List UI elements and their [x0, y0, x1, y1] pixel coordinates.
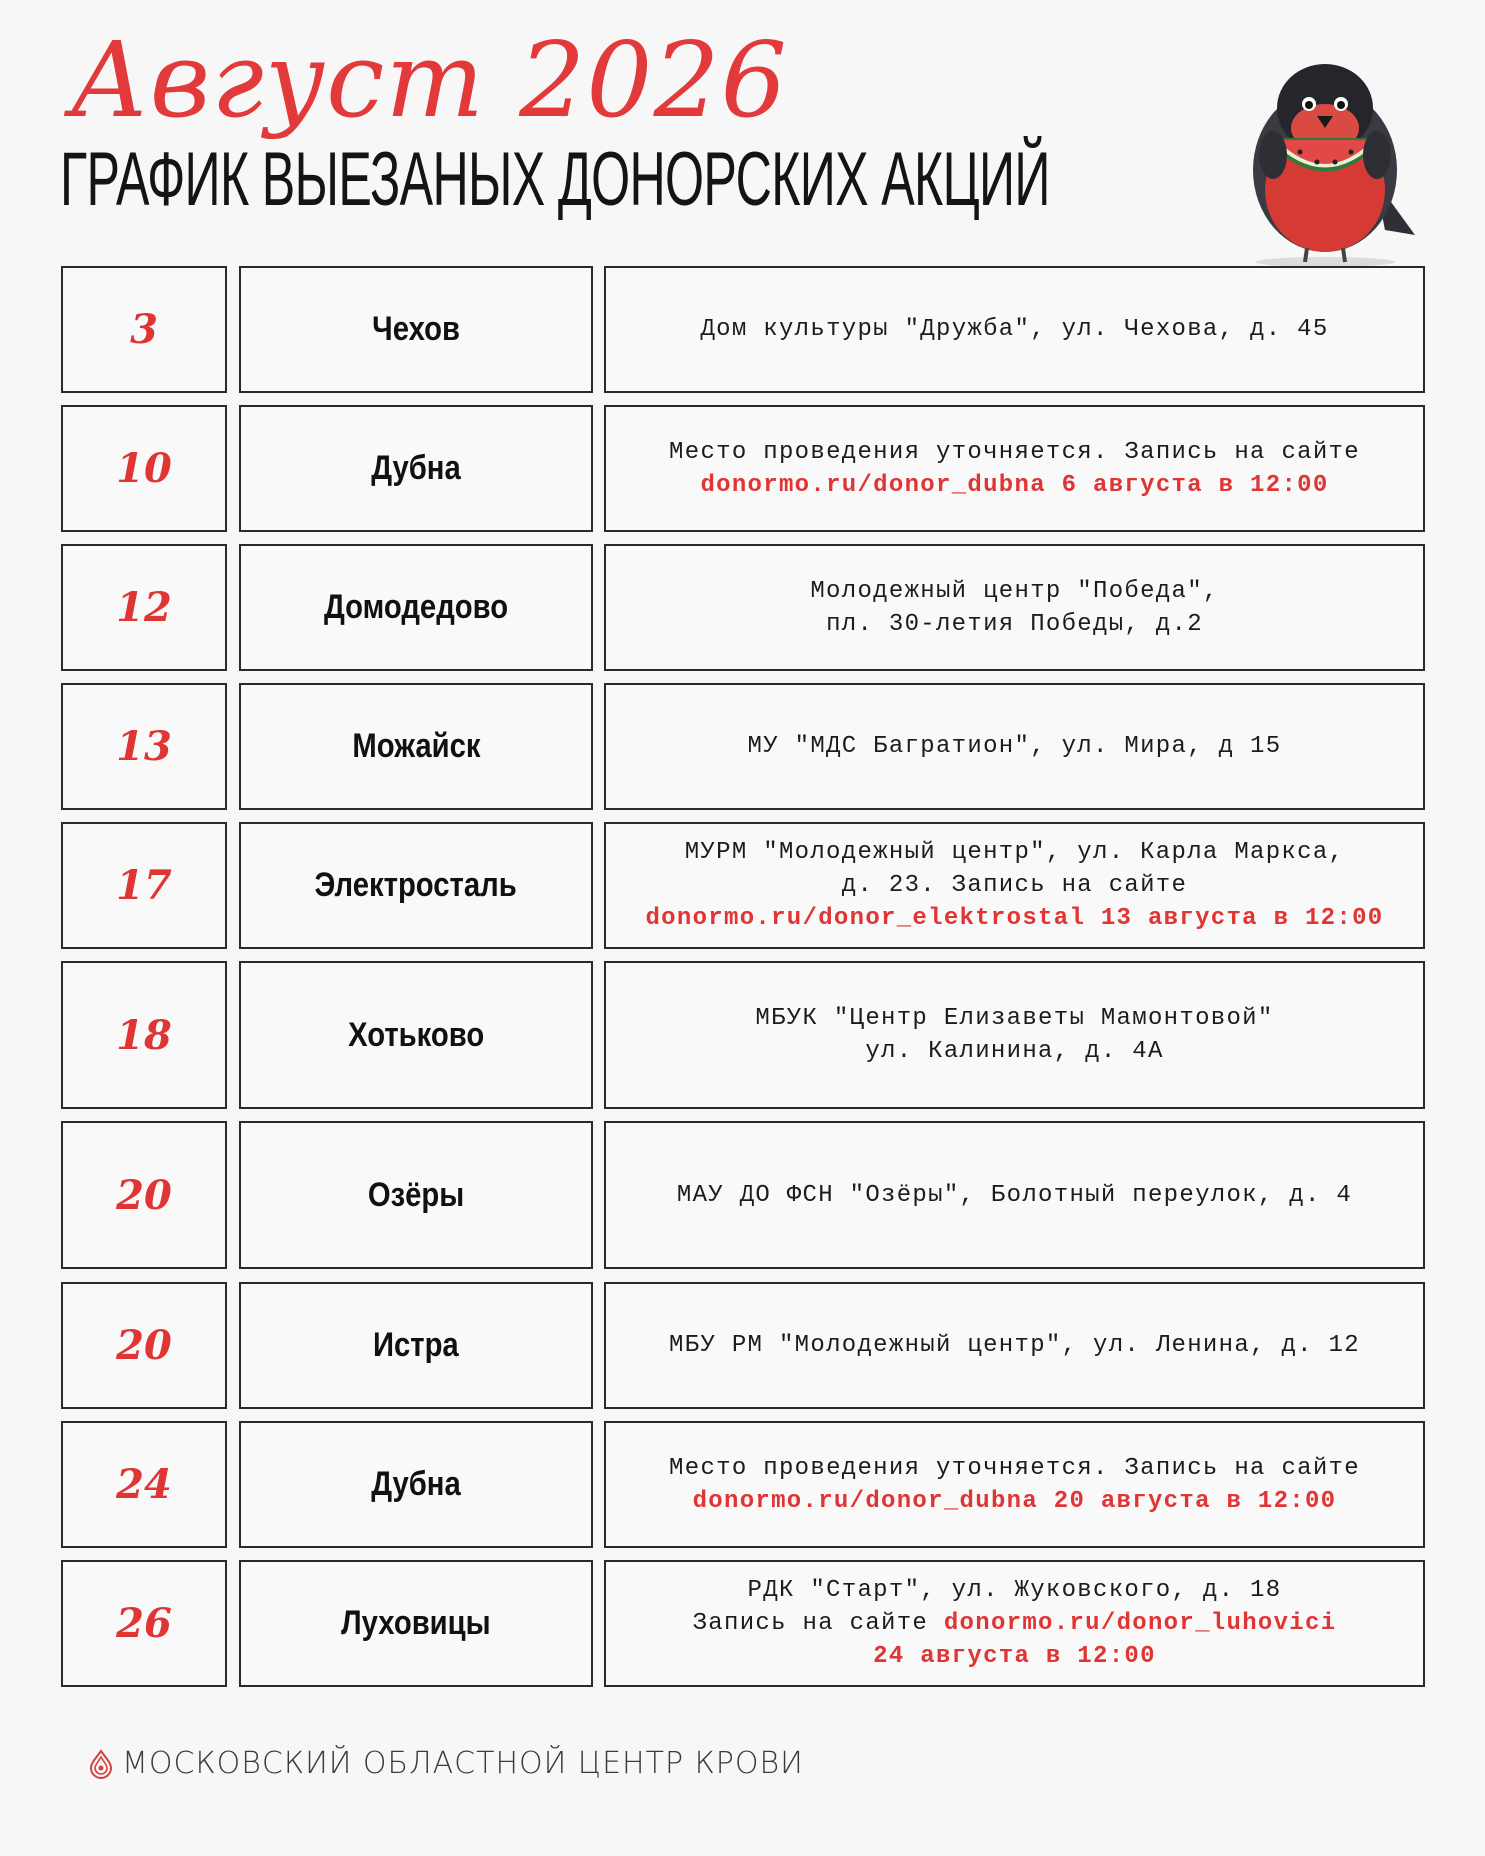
table-row	[61, 1282, 1425, 1409]
registration-link-text[interactable]: donormo.ru/donor_elektrostal 13 августа в 12:00	[645, 905, 1384, 932]
date-cell	[61, 1421, 227, 1548]
address-line-text: Место проведения уточняется. Запись на сайте	[669, 1454, 1360, 1482]
blood-drop-logo-icon	[88, 1749, 114, 1779]
city-name: Луховицы	[341, 1604, 491, 1642]
day-number: 12	[116, 584, 172, 631]
address-text	[649, 1329, 1380, 1362]
day-number: 13	[116, 723, 172, 770]
day-number: 20	[116, 1171, 172, 1219]
address-cell	[604, 544, 1425, 671]
address-line	[755, 1035, 1273, 1068]
city-name: Чехов	[372, 310, 460, 348]
registration-link-text[interactable]: donormo.ru/donor_dubna 20 августа в 12:00	[692, 1487, 1337, 1515]
city-cell	[239, 1560, 593, 1687]
table-row	[61, 961, 1425, 1109]
address-text	[625, 836, 1403, 935]
page-title: ГРАФИК ВЫЕЗАНЫХ ДОНОРСКИХ АКЦИЙ	[60, 137, 1050, 222]
script-title: Август 2026	[70, 19, 788, 141]
address-line	[748, 730, 1282, 763]
city-cell	[239, 1282, 593, 1409]
address-cell	[604, 822, 1425, 949]
city-cell	[239, 405, 593, 532]
table-row	[61, 822, 1425, 949]
address-cell	[604, 961, 1425, 1109]
table-row	[61, 1421, 1425, 1548]
address-line	[669, 469, 1360, 502]
date-cell	[61, 822, 227, 949]
address-line	[669, 1452, 1360, 1485]
address-line-text: Запись на сайте	[692, 1610, 944, 1637]
address-line	[810, 608, 1218, 641]
registration-link-text[interactable]: donormo.ru/donor_luhovici	[943, 1610, 1337, 1637]
address-text	[790, 575, 1238, 641]
bullfinch-mascot-icon	[1225, 30, 1425, 270]
city-cell	[239, 1421, 593, 1548]
city-cell	[239, 822, 593, 949]
address-line	[669, 1485, 1360, 1518]
address-line	[645, 902, 1383, 935]
city-name: Домодедово	[323, 588, 509, 626]
day-number: 20	[116, 1322, 172, 1369]
address-line	[669, 436, 1360, 469]
day-number: 24	[116, 1461, 172, 1508]
address-text	[657, 1179, 1372, 1212]
address-line-text: МУРМ "Молодежный центр", ул. Карла Маркса,	[684, 839, 1345, 866]
date-cell	[61, 961, 227, 1109]
address-line-text: ул. Калинина, д. 4А	[865, 1038, 1164, 1065]
address-text	[649, 436, 1380, 502]
address-line-text: пл. 30-летия Победы, д.2	[826, 610, 1203, 638]
date-cell	[61, 683, 227, 810]
city-cell	[239, 544, 593, 671]
address-cell	[604, 683, 1425, 810]
date-cell	[61, 266, 227, 393]
address-cell	[604, 266, 1425, 393]
day-number: 10	[116, 445, 172, 492]
date-cell	[61, 544, 227, 671]
address-text	[649, 1452, 1380, 1518]
address-cell	[604, 1282, 1425, 1409]
address-line	[755, 1002, 1273, 1035]
date-cell	[61, 405, 227, 532]
city-name: Электросталь	[314, 866, 518, 904]
address-cell	[604, 1560, 1425, 1687]
registration-link-text[interactable]: 24 августа в 12:00	[873, 1643, 1156, 1670]
date-cell	[61, 1560, 227, 1687]
address-line	[669, 1329, 1360, 1362]
address-cell	[604, 1421, 1425, 1548]
date-cell	[61, 1282, 227, 1409]
city-name: Дубна	[371, 1465, 461, 1503]
address-line-text: МБУ РМ "Молодежный центр", ул. Ленина, д. 12	[669, 1332, 1360, 1359]
address-text	[673, 1574, 1357, 1673]
address-line	[700, 313, 1328, 346]
table-row	[61, 544, 1425, 671]
address-line-text: Место проведения уточняется. Запись на сайте	[669, 438, 1360, 466]
address-text	[728, 730, 1302, 763]
city-name: Истра	[373, 1326, 459, 1364]
city-name: Можайск	[351, 727, 481, 765]
table-row	[61, 1560, 1425, 1687]
city-cell	[239, 266, 593, 393]
day-number: 26	[116, 1600, 172, 1647]
address-line-text: РДК "Старт", ул. Жуковского, д. 18	[747, 1577, 1282, 1604]
address-cell	[604, 405, 1425, 532]
address-line	[693, 1574, 1337, 1607]
address-line-text: Дом культуры "Дружба", ул. Чехова, д. 45	[700, 316, 1329, 343]
city-cell	[239, 683, 593, 810]
address-line-text: МУ "МДС Багратион", ул. Мира, д 15	[747, 733, 1282, 760]
city-cell	[239, 961, 593, 1109]
day-number: 17	[116, 862, 172, 909]
footer-organization-name: МОСКОВСКИЙ ОБЛАСТНОЙ ЦЕНТР КРОВИ	[122, 1746, 804, 1781]
day-number: 3	[130, 306, 158, 353]
address-text	[735, 1002, 1293, 1068]
city-name: Дубна	[371, 449, 461, 487]
address-line-text: МБУК "Центр Елизаветы Мамонтовой"	[755, 1005, 1274, 1032]
table-row	[61, 405, 1425, 532]
address-line	[645, 869, 1383, 902]
address-line	[693, 1607, 1337, 1640]
table-row	[61, 266, 1425, 393]
city-name: Озёры	[367, 1175, 465, 1214]
registration-link-text[interactable]: donormo.ru/donor_dubna 6 августа в 12:00	[700, 471, 1329, 499]
address-line	[677, 1179, 1352, 1212]
table-row	[61, 1121, 1425, 1269]
city-name: Хотьково	[347, 1015, 485, 1054]
address-line-text: д. 23. Запись на сайте	[841, 872, 1188, 899]
day-number: 18	[116, 1011, 172, 1059]
address-line	[810, 575, 1218, 608]
address-line	[693, 1640, 1337, 1673]
table-row	[61, 683, 1425, 810]
date-cell	[61, 1121, 227, 1269]
footer	[88, 1746, 804, 1781]
address-line-text: МАУ ДО ФСН "Озёры", Болотный переулок, д. 4	[676, 1181, 1353, 1209]
address-line	[645, 836, 1383, 869]
address-line-text: Молодежный центр "Победа",	[810, 577, 1219, 605]
city-cell	[239, 1121, 593, 1269]
address-cell	[604, 1121, 1425, 1269]
address-text	[680, 313, 1348, 346]
